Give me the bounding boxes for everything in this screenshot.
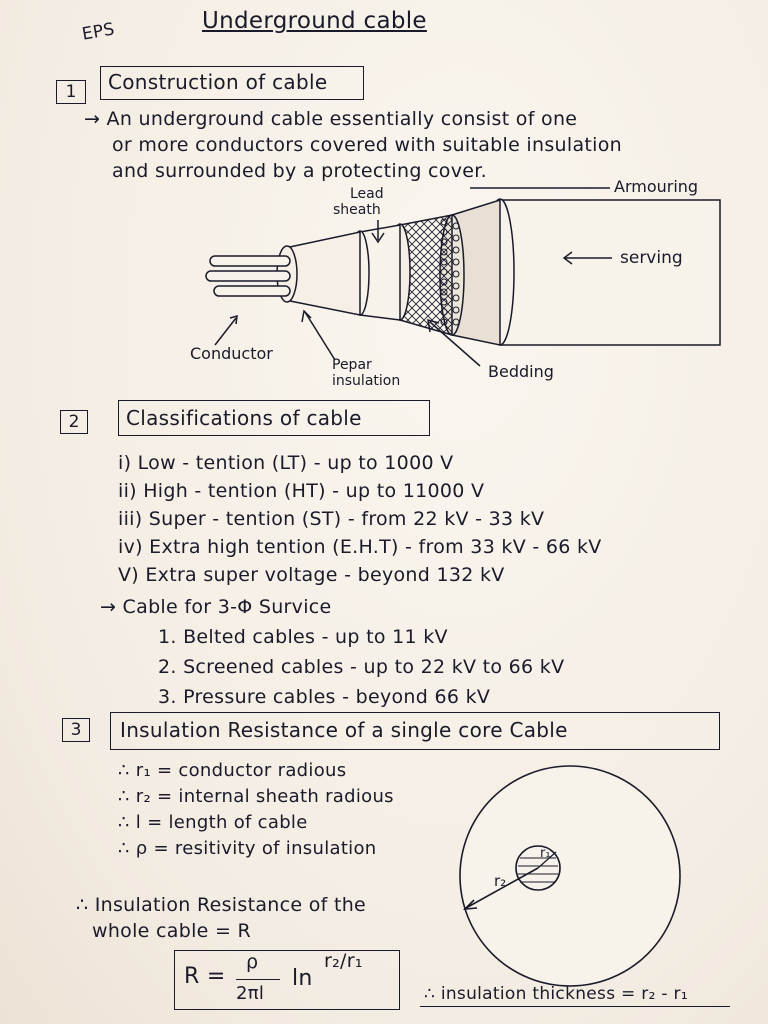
- thickness-note-underline: [420, 1006, 730, 1007]
- label-serving: serving: [620, 248, 683, 268]
- thickness-note: ∴ insulation thickness = r₂ - r₁: [424, 984, 688, 1004]
- circle-label-r1: r₁: [540, 846, 551, 861]
- label-insulation: insulation: [332, 373, 401, 389]
- section-3-heading: Insulation Resistance of a single core Cable: [120, 718, 568, 742]
- class-item-2: ii) High - tention (HT) - up to 11000 V: [118, 480, 485, 502]
- label-conductor: Conductor: [190, 344, 273, 363]
- formula-exponent: r₂/r₁: [324, 950, 363, 972]
- label-paper: Pepar: [332, 357, 372, 373]
- header-tag: EPS: [80, 19, 117, 45]
- label-sheath: sheath: [333, 202, 381, 218]
- page-title: Underground cable: [202, 8, 427, 34]
- class-item-1: i) Low - tention (LT) - up to 1000 V: [118, 452, 454, 474]
- section-2-heading: Classifications of cable: [126, 406, 362, 430]
- label-armouring: Armouring: [614, 177, 699, 196]
- def-r2: ∴ r₂ = internal sheath radious: [118, 786, 394, 807]
- class-item-3: iii) Super - tention (ST) - from 22 kV - 33 kV: [118, 508, 545, 530]
- def-l: ∴ l = length of cable: [118, 812, 308, 833]
- formula-ln: ln: [292, 966, 313, 991]
- class-item-5: V) Extra super voltage - beyond 132 kV: [118, 564, 505, 586]
- formula-numerator: ρ: [246, 951, 259, 973]
- result-line-1: ∴ Insulation Resistance of the: [76, 894, 367, 916]
- def-r1: ∴ r₁ = conductor radious: [118, 760, 347, 781]
- section-1-number: 1: [56, 80, 86, 104]
- section-1-line-1: → An underground cable essentially consist of one: [84, 108, 578, 130]
- class-subitem-1: 1. Belted cables - up to 11 kV: [158, 626, 448, 648]
- class-subitem-2: 2. Screened cables - up to 22 kV to 66 kV: [158, 656, 565, 678]
- result-line-2: whole cable = R: [92, 920, 252, 942]
- section-1-heading: Construction of cable: [108, 70, 328, 94]
- label-lead: Lead: [350, 186, 384, 202]
- class-subitem-3: 3. Pressure cables - beyond 66 kV: [158, 686, 491, 708]
- circle-label-r2: r₂: [494, 872, 507, 890]
- formula-denominator: 2πl: [236, 983, 265, 1004]
- class-item-4: iv) Extra high tention (E.H.T) - from 33 kV - 66 kV: [118, 536, 602, 558]
- section-1-line-3: and surrounded by a protecting cover.: [112, 160, 487, 182]
- class-subheading: → Cable for 3-Φ Survice: [100, 596, 332, 618]
- label-bedding: Bedding: [488, 362, 554, 381]
- section-3-number: 3: [62, 718, 90, 742]
- section-2-number: 2: [60, 410, 88, 434]
- section-1-line-2: or more conductors covered with suitable insulation: [112, 134, 623, 156]
- formula-lhs: R =: [184, 964, 226, 989]
- def-rho: ∴ ρ = resitivity of insulation: [118, 838, 377, 859]
